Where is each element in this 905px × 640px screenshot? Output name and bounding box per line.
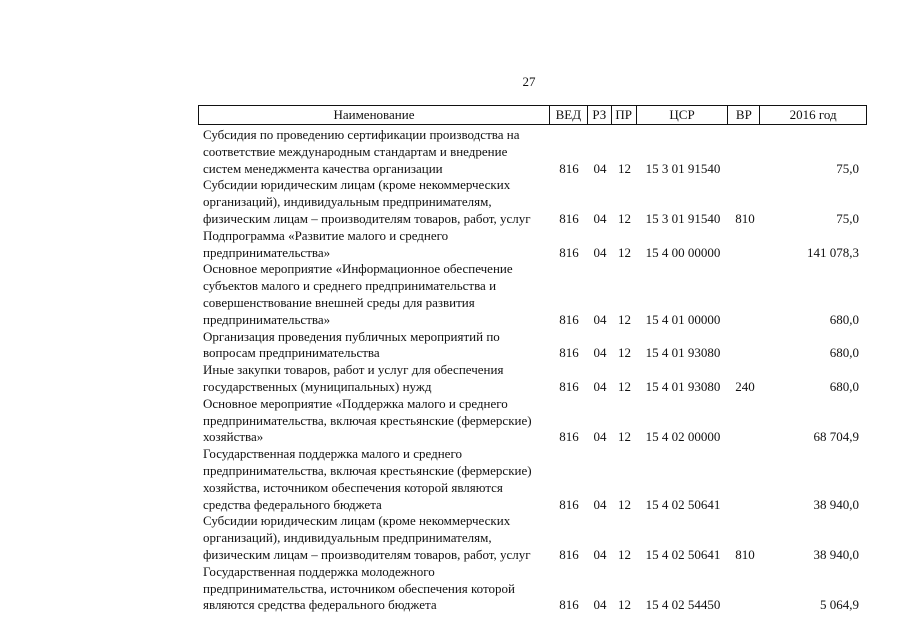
- cell-name: Основное мероприятие «Информационное обеспечение субъектов малого и среднего предпринимательства и совершенствование внешней среды для развития предпринимательства»: [203, 261, 513, 327]
- cell-pr: 12: [618, 210, 631, 226]
- header-pr: ПР: [612, 106, 637, 124]
- table-row: [198, 564, 867, 614]
- cell-name: Государственная поддержка малого и среднего предпринимательства, включая крестьянские (фермерские) хозяйства, источником обеспечения которой являются средства федерального бюджета: [203, 446, 532, 512]
- cell-name: Подпрограмма «Развитие малого и среднего предпринимательства»: [203, 227, 449, 260]
- cell-rz: 04: [593, 546, 607, 562]
- cell-pr: 12: [618, 546, 631, 562]
- cell-rz: 04: [593, 496, 607, 512]
- cell-name: Государственная поддержка молодежного предпринимательства, источником обеспечения которой являются средства федерального бюджета: [203, 563, 515, 613]
- cell-pr: 12: [618, 244, 631, 260]
- table-row: [198, 513, 867, 563]
- cell-pr: 12: [618, 429, 631, 445]
- cell-csr: 15 4 00 00000: [645, 244, 721, 260]
- cell-sum: 680,0: [829, 378, 859, 394]
- cell-vr: 810: [735, 210, 755, 226]
- cell-name: Основное мероприятие «Поддержка малого и среднего предпринимательства, включая крестьянские (фермерские) хозяйства»: [203, 395, 532, 445]
- cell-csr: 15 3 01 91540: [645, 210, 721, 226]
- cell-rz: 04: [593, 210, 607, 226]
- cell-sum: 75,0: [836, 210, 859, 226]
- cell-pr: 12: [618, 378, 631, 394]
- cell-pr: 12: [618, 160, 631, 176]
- cell-sum: 680,0: [829, 311, 859, 327]
- cell-sum: 680,0: [829, 345, 859, 361]
- cell-csr: 15 4 01 93080: [645, 378, 721, 394]
- cell-csr: 15 3 01 91540: [645, 160, 721, 176]
- cell-sum: 68 704,9: [813, 429, 859, 445]
- header-ved: ВЕД: [550, 106, 588, 124]
- table-row: [198, 446, 867, 513]
- header-rz: РЗ: [588, 106, 612, 124]
- cell-rz: 04: [593, 345, 607, 361]
- cell-pr: 12: [618, 345, 631, 361]
- cell-csr: 15 4 02 54450: [645, 597, 721, 613]
- table-row: [198, 261, 867, 328]
- cell-sum: 75,0: [836, 160, 859, 176]
- header-name: Наименование: [199, 106, 550, 124]
- cell-ved: 816: [559, 244, 579, 260]
- cell-rz: 04: [593, 160, 607, 176]
- cell-name: Иные закупки товаров, работ и услуг для обеспечения государственных (муниципальных) нужд: [203, 362, 504, 394]
- cell-sum: 5 064,9: [820, 597, 859, 613]
- cell-rz: 04: [593, 597, 607, 613]
- cell-ved: 816: [559, 429, 579, 445]
- page-number: 27: [522, 74, 536, 89]
- cell-rz: 04: [593, 244, 607, 260]
- cell-ved: 816: [559, 546, 579, 562]
- table-row: [198, 127, 867, 177]
- header-sum: 2016 год: [789, 107, 837, 122]
- cell-sum: 38 940,0: [813, 496, 859, 512]
- cell-ved: 816: [559, 496, 579, 512]
- header-vr: ВР: [728, 106, 760, 124]
- budget-table: [198, 105, 867, 614]
- cell-vr: 240: [735, 378, 755, 394]
- cell-rz: 04: [593, 311, 607, 327]
- cell-rz: 04: [593, 378, 607, 394]
- cell-ved: 816: [559, 311, 579, 327]
- cell-csr: 15 4 02 50641: [645, 496, 721, 512]
- cell-vr: 810: [735, 546, 755, 562]
- cell-name: Субсидии юридическим лицам (кроме некоммерческих организаций), индивидуальным предпринимателям, физическим лицам – производителям товаров, работ, услуг: [203, 513, 531, 562]
- cell-name: Организация проведения публичных мероприятий по вопросам предпринимательства: [203, 328, 500, 361]
- cell-sum: 38 940,0: [813, 546, 859, 562]
- cell-ved: 816: [559, 378, 579, 394]
- cell-ved: 816: [559, 345, 579, 361]
- header-csr: ЦСР: [637, 106, 729, 124]
- cell-name: Субсидия по проведению сертификации производства на соответствие международным стандартам и внедрение систем менеджмента качества организации: [203, 127, 520, 176]
- cell-pr: 12: [618, 496, 631, 512]
- table-row: [198, 228, 867, 262]
- cell-csr: 15 4 02 00000: [645, 429, 721, 445]
- cell-name: Субсидии юридическим лицам (кроме некоммерческих организаций), индивидуальным предпринимателям, физическим лицам – производителям товаров, работ, услуг: [203, 177, 531, 226]
- cell-csr: 15 4 01 00000: [645, 311, 721, 327]
- table-row: [198, 329, 867, 363]
- cell-rz: 04: [593, 429, 607, 445]
- cell-pr: 12: [618, 597, 631, 613]
- cell-pr: 12: [618, 311, 631, 327]
- table-row: [198, 396, 867, 446]
- table-row: [198, 362, 867, 396]
- table-header: [198, 105, 867, 125]
- cell-csr: 15 4 01 93080: [645, 345, 721, 361]
- cell-ved: 816: [559, 210, 579, 226]
- table-row: [198, 177, 867, 227]
- table-body: [198, 125, 867, 614]
- cell-sum: 141 078,3: [807, 244, 859, 260]
- cell-csr: 15 4 02 50641: [645, 546, 721, 562]
- cell-ved: 816: [559, 597, 579, 613]
- cell-ved: 816: [559, 160, 579, 176]
